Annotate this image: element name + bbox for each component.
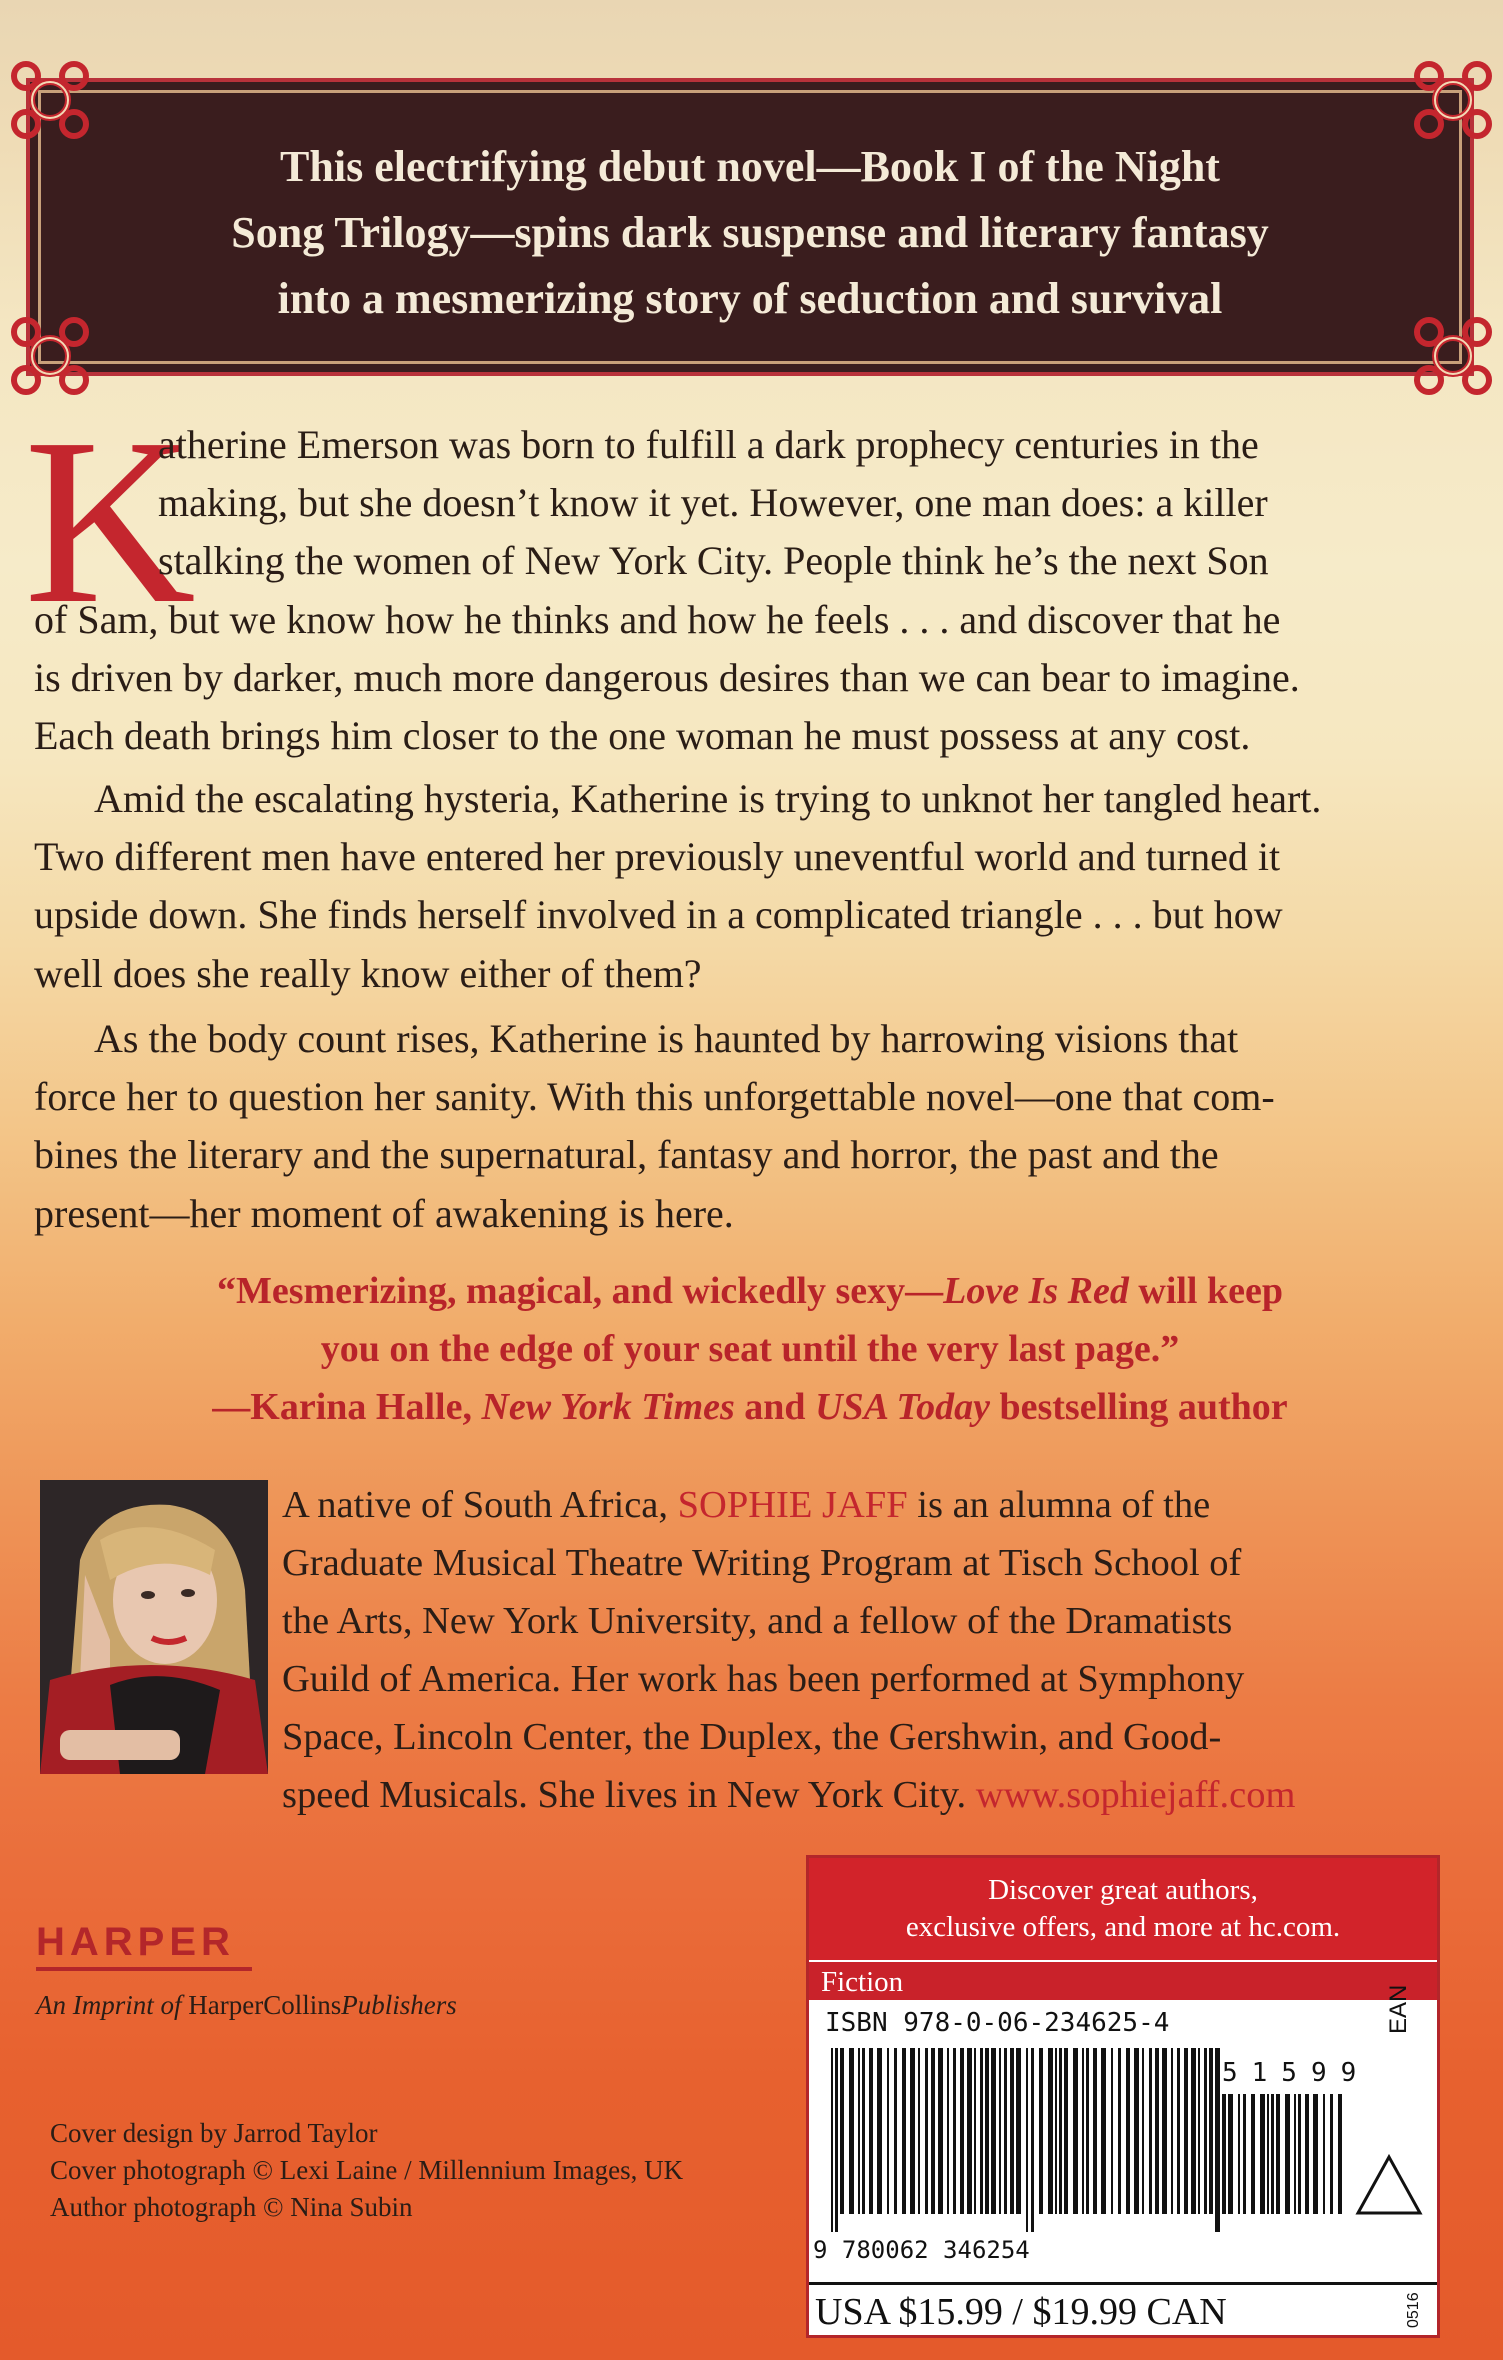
credit-line: Cover photograph © Lexi Laine / Millennium Images, UK: [50, 2155, 684, 2185]
ean-label: EAN: [1385, 1984, 1412, 2034]
bio-line: Guild of America. Her work has been performed at Symphony: [282, 1658, 1245, 1700]
text-line: stalking the women of New York City. People think he’s the next Son: [158, 538, 1269, 584]
logo-underline: [36, 1967, 252, 1971]
text-line: As the body count rises, Katherine is haunted by harrowing visions that: [94, 1016, 1239, 1061]
triangle-icon: [1354, 2153, 1424, 2217]
publication-name: USA Today: [815, 1386, 990, 1428]
promo-banner: [809, 1858, 1437, 1960]
imprint-text: HarperCollins: [181, 1990, 342, 2020]
bio-text: speed Musicals. She lives in New York City.: [282, 1774, 976, 1816]
review-quote: [60, 1262, 1440, 1436]
quote-line: you on the edge of your seat until the very last page.”: [320, 1328, 1180, 1370]
price-divider: [809, 2282, 1437, 2285]
text-line: making, but she doesn’t know it yet. However, one man does: a killer: [158, 480, 1268, 526]
author-portrait-icon: [40, 1480, 268, 1774]
text-line: Each death brings him closer to the one woman he must possess at any cost.: [34, 713, 1251, 759]
text-line: bines the literary and the supernatural, fantasy and horror, the past and the: [34, 1132, 1219, 1178]
synopsis-paragraph-1: [34, 416, 1434, 765]
celtic-knot-icon: [1407, 310, 1499, 402]
synopsis-paragraph-2: [34, 770, 1434, 1003]
ean-digits: 9 780062 346254: [813, 2236, 1030, 2264]
imprint-text: An Imprint of: [36, 1990, 182, 2020]
bio-line: Graduate Musical Theatre Writing Program at Tisch School of: [282, 1542, 1242, 1584]
author-bio: [282, 1476, 1436, 1824]
addon-digits: 51599: [1222, 2058, 1371, 2088]
synopsis-paragraph-3: [34, 1010, 1434, 1243]
credit-line: Author photograph © Nina Subin: [50, 2192, 413, 2222]
author-name: SOPHIE JAFF: [677, 1484, 908, 1526]
text-line: Amid the escalating hysteria, Katherine is trying to unknot her tangled heart.: [94, 776, 1322, 821]
quote-text: “Mesmerizing, magical, and wickedly sexy—: [217, 1270, 944, 1312]
quote-text: and: [734, 1386, 816, 1428]
celtic-knot-icon: [4, 310, 96, 402]
book-title: Love Is Red: [943, 1270, 1129, 1312]
tagline-banner: [26, 78, 1474, 376]
promo-text: Discover great authors,: [988, 1874, 1258, 1906]
author-website-link[interactable]: www.sophiejaff.com: [975, 1774, 1296, 1816]
drop-cap: K: [24, 390, 196, 653]
imprint-line: [36, 1990, 457, 2021]
addon-barcode-icon: [1222, 2094, 1344, 2232]
price-text: USA $15.99 / $19.99 CAN: [815, 2291, 1227, 2333]
text-line: atherine Emerson was born to fulfill a dark prophecy centuries in the: [158, 422, 1259, 467]
bio-text: A native of South Africa,: [282, 1484, 678, 1526]
text-line: Two different men have entered her previously uneventful world and turned it: [34, 834, 1281, 880]
bio-line: the Arts, New York University, and a fellow of the Dramatists: [282, 1600, 1233, 1642]
text-line: force her to question her sanity. With this unforgettable novel—one that com-: [34, 1074, 1275, 1120]
banner-text: [90, 134, 1410, 332]
publisher-logo: HARPER: [36, 1920, 235, 1964]
quote-text: will keep: [1128, 1270, 1283, 1312]
credit-line: Cover design by Jarrod Taylor: [50, 2118, 378, 2148]
genre-label: Fiction: [809, 1960, 1437, 2000]
text-line: is driven by darker, much more dangerous desires than we can bear to imagine.: [34, 654, 1300, 700]
banner-line: Song Trilogy—spins dark suspense and literary fantasy: [231, 208, 1269, 257]
promo-text: exclusive offers, and more at hc.com.: [905, 1911, 1341, 1943]
banner-line: This electrifying debut novel—Book I of the Night: [280, 142, 1220, 191]
text-line: present—her moment of awakening is here.: [34, 1190, 734, 1236]
text-line: well does she really know either of them?: [34, 950, 702, 996]
barcode-icon: [831, 2048, 1221, 2232]
author-photo: [40, 1480, 268, 1774]
quote-line: [60, 1262, 1440, 1320]
quote-text: bestselling author: [989, 1386, 1288, 1428]
celtic-knot-icon: [4, 54, 96, 146]
celtic-knot-icon: [1407, 54, 1499, 146]
print-code: 0516: [1405, 2292, 1422, 2328]
bio-line: [282, 1476, 1436, 1534]
banner-line: into a mesmerizing story of seduction and survival: [277, 274, 1223, 323]
text-line: upside down. She finds herself involved in a complicated triangle . . . but how: [34, 892, 1283, 938]
publication-name: New York Times: [481, 1386, 735, 1428]
barcode-box: [806, 1855, 1440, 2338]
text-line: of Sam, but we know how he thinks and how he feels . . . and discover that he: [34, 596, 1281, 642]
bio-line: Space, Lincoln Center, the Duplex, the Gershwin, and Good-: [282, 1716, 1222, 1758]
isbn-text: ISBN 978-0-06-234625-4: [825, 2008, 1170, 2038]
imprint-text: Publishers: [341, 1990, 457, 2020]
bio-line: [282, 1766, 1436, 1824]
quote-attribution: [60, 1378, 1440, 1436]
quote-text: —Karina Halle,: [212, 1386, 482, 1428]
credits: [50, 2115, 683, 2226]
bio-text: is an alumna of the: [907, 1484, 1211, 1526]
